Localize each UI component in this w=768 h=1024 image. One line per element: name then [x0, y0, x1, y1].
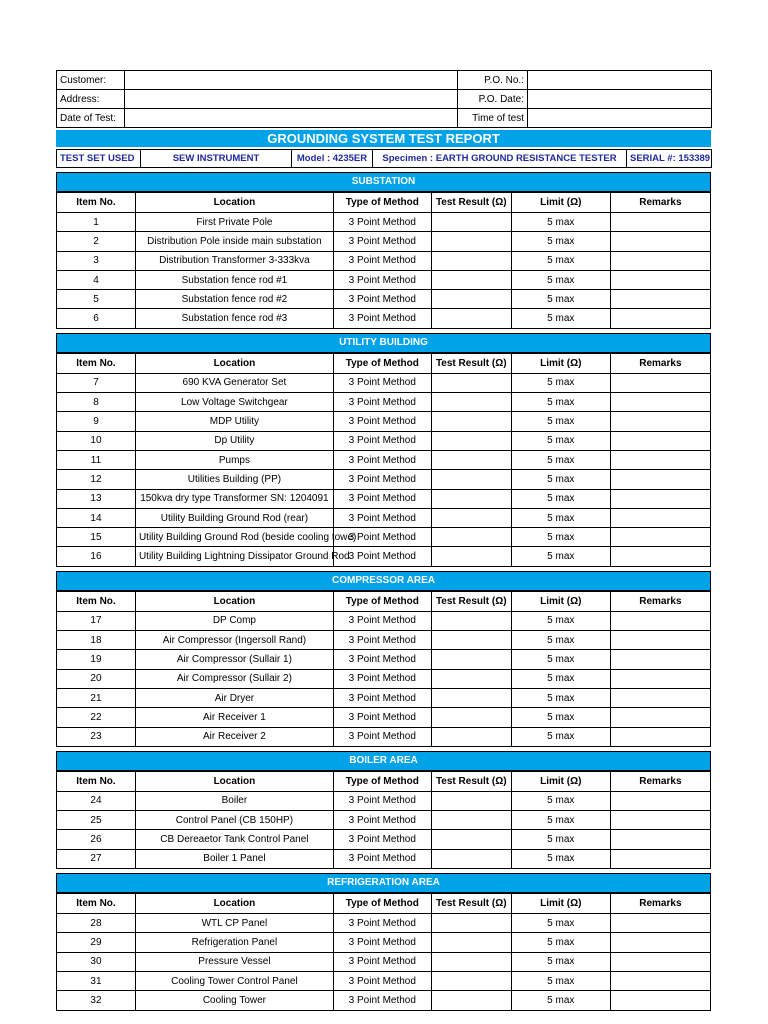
- remarks-cell[interactable]: [610, 991, 710, 1010]
- item-no-cell: 4: [57, 270, 136, 289]
- item-no-cell: 19: [57, 650, 136, 669]
- table-row: [57, 708, 711, 727]
- col-result-header: Test Result (Ω): [431, 591, 511, 611]
- table-row: [57, 251, 711, 270]
- table-row: [57, 727, 711, 746]
- limit-cell: 5 max: [511, 290, 610, 309]
- item-no-cell: 27: [57, 849, 136, 868]
- table-row: [57, 650, 711, 669]
- item-no-cell: 11: [57, 450, 136, 469]
- method-cell: 3 Point Method: [333, 914, 431, 933]
- table-row: [57, 688, 711, 707]
- remarks-cell[interactable]: [610, 914, 710, 933]
- result-cell[interactable]: [431, 450, 511, 469]
- result-cell[interactable]: [431, 547, 511, 566]
- item-no-cell: 31: [57, 971, 136, 990]
- location-cell: Boiler 1 Panel: [135, 849, 333, 868]
- result-cell[interactable]: [431, 309, 511, 328]
- item-no-cell: 30: [57, 952, 136, 971]
- remarks-cell[interactable]: [610, 971, 710, 990]
- report-title: GROUNDING SYSTEM TEST REPORT: [56, 130, 711, 147]
- remarks-cell[interactable]: [610, 830, 710, 849]
- item-no-cell: 26: [57, 830, 136, 849]
- method-cell: 3 Point Method: [333, 290, 431, 309]
- location-cell: Air Compressor (Sullair 1): [135, 650, 333, 669]
- table-row: [57, 933, 711, 952]
- item-no-cell: 10: [57, 431, 136, 450]
- method-cell: 3 Point Method: [333, 251, 431, 270]
- table-row: [57, 971, 711, 990]
- remarks-cell[interactable]: [610, 669, 710, 688]
- method-cell: 3 Point Method: [333, 528, 431, 547]
- col-item-no-header: Item No.: [57, 591, 136, 611]
- method-cell: 3 Point Method: [333, 830, 431, 849]
- method-cell: 3 Point Method: [333, 708, 431, 727]
- result-cell[interactable]: [431, 650, 511, 669]
- limit-cell: 5 max: [511, 270, 610, 289]
- column-header-row: [57, 894, 711, 914]
- section-utility-building: [56, 333, 711, 567]
- table-row: [57, 849, 711, 868]
- location-cell: Air Receiver 2: [135, 727, 333, 746]
- location-cell: Boiler: [135, 791, 333, 810]
- customer-field[interactable]: [125, 71, 458, 90]
- test-set-serial: SERIAL #: 153389: [627, 150, 712, 168]
- item-no-cell: 12: [57, 470, 136, 489]
- test-set-instrument: SEW INSTRUMENT: [141, 150, 292, 168]
- table-row: [57, 528, 711, 547]
- method-cell: 3 Point Method: [333, 373, 431, 392]
- col-location-header: Location: [135, 771, 333, 791]
- location-cell: Substation fence rod #3: [135, 309, 333, 328]
- location-cell: Air Receiver 1: [135, 708, 333, 727]
- section-table: [56, 591, 711, 747]
- test-set-table: [56, 149, 712, 168]
- remarks-cell[interactable]: [610, 290, 710, 309]
- result-cell[interactable]: [431, 669, 511, 688]
- remarks-cell[interactable]: [610, 811, 710, 830]
- header-info-table: [56, 70, 712, 128]
- method-cell: 3 Point Method: [333, 688, 431, 707]
- result-cell[interactable]: [431, 213, 511, 232]
- remarks-cell[interactable]: [610, 232, 710, 251]
- po-no-field[interactable]: [528, 71, 712, 90]
- item-no-cell: 16: [57, 547, 136, 566]
- limit-cell: 5 max: [511, 631, 610, 650]
- section-title: COMPRESSOR AREA: [56, 571, 711, 591]
- limit-cell: 5 max: [511, 232, 610, 251]
- remarks-cell[interactable]: [610, 470, 710, 489]
- limit-cell: 5 max: [511, 547, 610, 566]
- item-no-cell: 2: [57, 232, 136, 251]
- limit-cell: 5 max: [511, 373, 610, 392]
- col-item-no-header: Item No.: [57, 193, 136, 213]
- method-cell: 3 Point Method: [333, 232, 431, 251]
- limit-cell: 5 max: [511, 830, 610, 849]
- section-title: SUBSTATION: [56, 172, 711, 192]
- col-limit-header: Limit (Ω): [511, 894, 610, 914]
- location-cell: Low Voltage Switchgear: [135, 393, 333, 412]
- test-set-label: TEST SET USED: [57, 150, 141, 168]
- result-cell[interactable]: [431, 849, 511, 868]
- remarks-cell[interactable]: [610, 688, 710, 707]
- col-result-header: Test Result (Ω): [431, 353, 511, 373]
- section-table: [56, 192, 711, 329]
- table-row: [57, 373, 711, 392]
- section-title: UTILITY BUILDING: [56, 333, 711, 353]
- item-no-cell: 21: [57, 688, 136, 707]
- section-table: [56, 353, 711, 567]
- result-cell[interactable]: [431, 727, 511, 746]
- table-row: [57, 213, 711, 232]
- limit-cell: 5 max: [511, 811, 610, 830]
- table-row: [57, 232, 711, 251]
- result-cell[interactable]: [431, 393, 511, 412]
- remarks-cell[interactable]: [610, 373, 710, 392]
- limit-cell: 5 max: [511, 508, 610, 527]
- item-no-cell: 23: [57, 727, 136, 746]
- col-remarks-header: Remarks: [610, 894, 710, 914]
- result-cell[interactable]: [431, 933, 511, 952]
- limit-cell: 5 max: [511, 412, 610, 431]
- location-cell: Utility Building Ground Rod (beside cooling towe): [135, 528, 333, 547]
- col-limit-header: Limit (Ω): [511, 771, 610, 791]
- item-no-cell: 15: [57, 528, 136, 547]
- result-cell[interactable]: [431, 952, 511, 971]
- remarks-cell[interactable]: [610, 309, 710, 328]
- location-cell: 150kva dry type Transformer SN: 1204091: [135, 489, 333, 508]
- section-title: REFRIGERATION AREA: [56, 873, 711, 893]
- table-row: [57, 470, 711, 489]
- col-remarks-header: Remarks: [610, 193, 710, 213]
- method-cell: 3 Point Method: [333, 991, 431, 1010]
- result-cell[interactable]: [431, 412, 511, 431]
- item-no-cell: 8: [57, 393, 136, 412]
- col-limit-header: Limit (Ω): [511, 591, 610, 611]
- section-boiler-area: [56, 751, 711, 869]
- limit-cell: 5 max: [511, 650, 610, 669]
- item-no-cell: 13: [57, 489, 136, 508]
- result-cell[interactable]: [431, 431, 511, 450]
- limit-cell: 5 max: [511, 393, 610, 412]
- method-cell: 3 Point Method: [333, 470, 431, 489]
- remarks-cell[interactable]: [610, 933, 710, 952]
- method-cell: 3 Point Method: [333, 508, 431, 527]
- limit-cell: 5 max: [511, 991, 610, 1010]
- limit-cell: 5 max: [511, 251, 610, 270]
- item-no-cell: 1: [57, 213, 136, 232]
- remarks-cell[interactable]: [610, 528, 710, 547]
- location-cell: Pressure Vessel: [135, 952, 333, 971]
- result-cell[interactable]: [431, 991, 511, 1010]
- table-row: [57, 393, 711, 412]
- result-cell[interactable]: [431, 528, 511, 547]
- col-item-no-header: Item No.: [57, 894, 136, 914]
- remarks-cell[interactable]: [610, 270, 710, 289]
- result-cell[interactable]: [431, 971, 511, 990]
- remarks-cell[interactable]: [610, 611, 710, 630]
- location-cell: CB Dereaetor Tank Control Panel: [135, 830, 333, 849]
- result-cell[interactable]: [431, 270, 511, 289]
- location-cell: Control Panel (CB 150HP): [135, 811, 333, 830]
- limit-cell: 5 max: [511, 952, 610, 971]
- location-cell: Air Compressor (Ingersoll Rand): [135, 631, 333, 650]
- date-row: [57, 109, 712, 128]
- po-date-field[interactable]: [528, 90, 712, 109]
- time-field[interactable]: [528, 109, 712, 128]
- item-no-cell: 9: [57, 412, 136, 431]
- customer-label: Customer:: [57, 71, 125, 90]
- item-no-cell: 32: [57, 991, 136, 1010]
- remarks-cell[interactable]: [610, 213, 710, 232]
- table-row: [57, 508, 711, 527]
- item-no-cell: 24: [57, 791, 136, 810]
- location-cell: Dp Utility: [135, 431, 333, 450]
- table-row: [57, 631, 711, 650]
- limit-cell: 5 max: [511, 688, 610, 707]
- remarks-cell[interactable]: [610, 631, 710, 650]
- col-method-header: Type of Method: [333, 894, 431, 914]
- col-location-header: Location: [135, 193, 333, 213]
- col-method-header: Type of Method: [333, 193, 431, 213]
- method-cell: 3 Point Method: [333, 213, 431, 232]
- location-cell: Refrigeration Panel: [135, 933, 333, 952]
- location-cell: Pumps: [135, 450, 333, 469]
- location-cell: Utility Building Lightning Dissipator Ground Rod: [135, 547, 333, 566]
- location-cell: Substation fence rod #1: [135, 270, 333, 289]
- method-cell: 3 Point Method: [333, 650, 431, 669]
- limit-cell: 5 max: [511, 450, 610, 469]
- item-no-cell: 20: [57, 669, 136, 688]
- location-cell: Air Dryer: [135, 688, 333, 707]
- table-row: [57, 669, 711, 688]
- col-remarks-header: Remarks: [610, 353, 710, 373]
- result-cell[interactable]: [431, 830, 511, 849]
- location-cell: Cooling Tower Control Panel: [135, 971, 333, 990]
- method-cell: 3 Point Method: [333, 727, 431, 746]
- customer-row: [57, 71, 712, 90]
- item-no-cell: 25: [57, 811, 136, 830]
- limit-cell: 5 max: [511, 849, 610, 868]
- remarks-cell[interactable]: [610, 412, 710, 431]
- col-location-header: Location: [135, 591, 333, 611]
- remarks-cell[interactable]: [610, 489, 710, 508]
- method-cell: 3 Point Method: [333, 309, 431, 328]
- item-no-cell: 6: [57, 309, 136, 328]
- col-limit-header: Limit (Ω): [511, 193, 610, 213]
- report: [56, 70, 711, 1011]
- date-label: Date of Test:: [57, 109, 125, 128]
- table-row: [57, 547, 711, 566]
- limit-cell: 5 max: [511, 611, 610, 630]
- test-set-model: Model : 4235ER: [292, 150, 373, 168]
- col-method-header: Type of Method: [333, 591, 431, 611]
- limit-cell: 5 max: [511, 791, 610, 810]
- limit-cell: 5 max: [511, 708, 610, 727]
- method-cell: 3 Point Method: [333, 631, 431, 650]
- address-field[interactable]: [125, 90, 458, 109]
- method-cell: 3 Point Method: [333, 791, 431, 810]
- item-no-cell: 28: [57, 914, 136, 933]
- section-compressor-area: [56, 571, 711, 747]
- method-cell: 3 Point Method: [333, 669, 431, 688]
- remarks-cell[interactable]: [610, 791, 710, 810]
- method-cell: 3 Point Method: [333, 431, 431, 450]
- table-row: [57, 791, 711, 810]
- table-row: [57, 450, 711, 469]
- item-no-cell: 17: [57, 611, 136, 630]
- location-cell: Cooling Tower: [135, 991, 333, 1010]
- location-cell: Air Compressor (Sullair 2): [135, 669, 333, 688]
- col-remarks-header: Remarks: [610, 771, 710, 791]
- location-cell: Distribution Transformer 3-333kva: [135, 251, 333, 270]
- col-method-header: Type of Method: [333, 771, 431, 791]
- method-cell: 3 Point Method: [333, 412, 431, 431]
- col-location-header: Location: [135, 894, 333, 914]
- column-header-row: [57, 771, 711, 791]
- location-cell: Utilities Building (PP): [135, 470, 333, 489]
- method-cell: 3 Point Method: [333, 393, 431, 412]
- location-cell: 690 KVA Generator Set: [135, 373, 333, 392]
- result-cell[interactable]: [431, 811, 511, 830]
- limit-cell: 5 max: [511, 914, 610, 933]
- method-cell: 3 Point Method: [333, 489, 431, 508]
- result-cell[interactable]: [431, 489, 511, 508]
- item-no-cell: 7: [57, 373, 136, 392]
- col-result-header: Test Result (Ω): [431, 894, 511, 914]
- limit-cell: 5 max: [511, 489, 610, 508]
- table-row: [57, 991, 711, 1010]
- section-substation: [56, 172, 711, 329]
- table-row: [57, 412, 711, 431]
- address-label: Address:: [57, 90, 125, 109]
- col-location-header: Location: [135, 353, 333, 373]
- method-cell: 3 Point Method: [333, 933, 431, 952]
- item-no-cell: 5: [57, 290, 136, 309]
- remarks-cell[interactable]: [610, 450, 710, 469]
- item-no-cell: 29: [57, 933, 136, 952]
- remarks-cell[interactable]: [610, 727, 710, 746]
- section-refrigeration-area: [56, 873, 711, 1010]
- time-label: Time of test: [458, 109, 528, 128]
- limit-cell: 5 max: [511, 727, 610, 746]
- result-cell[interactable]: [431, 914, 511, 933]
- result-cell[interactable]: [431, 611, 511, 630]
- col-remarks-header: Remarks: [610, 591, 710, 611]
- column-header-row: [57, 353, 711, 373]
- remarks-cell[interactable]: [610, 547, 710, 566]
- result-cell[interactable]: [431, 232, 511, 251]
- method-cell: 3 Point Method: [333, 849, 431, 868]
- table-row: [57, 830, 711, 849]
- result-cell[interactable]: [431, 373, 511, 392]
- date-field[interactable]: [125, 109, 458, 128]
- result-cell[interactable]: [431, 251, 511, 270]
- table-row: [57, 952, 711, 971]
- column-header-row: [57, 591, 711, 611]
- table-row: [57, 914, 711, 933]
- result-cell[interactable]: [431, 470, 511, 489]
- limit-cell: 5 max: [511, 470, 610, 489]
- location-cell: MDP Utility: [135, 412, 333, 431]
- remarks-cell[interactable]: [610, 708, 710, 727]
- test-set-specimen: Specimen : EARTH GROUND RESISTANCE TESTER: [373, 150, 627, 168]
- result-cell[interactable]: [431, 290, 511, 309]
- address-row: [57, 90, 712, 109]
- limit-cell: 5 max: [511, 933, 610, 952]
- result-cell[interactable]: [431, 508, 511, 527]
- location-cell: Substation fence rod #2: [135, 290, 333, 309]
- item-no-cell: 14: [57, 508, 136, 527]
- limit-cell: 5 max: [511, 213, 610, 232]
- section-table: [56, 771, 711, 869]
- location-cell: Utility Building Ground Rod (rear): [135, 508, 333, 527]
- sections-container: [56, 172, 711, 1011]
- method-cell: 3 Point Method: [333, 971, 431, 990]
- limit-cell: 5 max: [511, 971, 610, 990]
- method-cell: 3 Point Method: [333, 270, 431, 289]
- method-cell: 3 Point Method: [333, 811, 431, 830]
- col-result-header: Test Result (Ω): [431, 771, 511, 791]
- item-no-cell: 22: [57, 708, 136, 727]
- col-item-no-header: Item No.: [57, 353, 136, 373]
- remarks-cell[interactable]: [610, 251, 710, 270]
- result-cell[interactable]: [431, 688, 511, 707]
- remarks-cell[interactable]: [610, 431, 710, 450]
- section-table: [56, 893, 711, 1010]
- method-cell: 3 Point Method: [333, 547, 431, 566]
- location-cell: Distribution Pole inside main substation: [135, 232, 333, 251]
- po-date-label: P.O. Date:: [458, 90, 528, 109]
- table-row: [57, 811, 711, 830]
- table-row: [57, 611, 711, 630]
- remarks-cell[interactable]: [610, 508, 710, 527]
- result-cell[interactable]: [431, 708, 511, 727]
- table-row: [57, 309, 711, 328]
- method-cell: 3 Point Method: [333, 952, 431, 971]
- table-row: [57, 489, 711, 508]
- method-cell: 3 Point Method: [333, 611, 431, 630]
- result-cell[interactable]: [431, 791, 511, 810]
- remarks-cell[interactable]: [610, 393, 710, 412]
- table-row: [57, 431, 711, 450]
- col-method-header: Type of Method: [333, 353, 431, 373]
- location-cell: DP Comp: [135, 611, 333, 630]
- limit-cell: 5 max: [511, 528, 610, 547]
- col-item-no-header: Item No.: [57, 771, 136, 791]
- result-cell[interactable]: [431, 631, 511, 650]
- location-cell: First Private Pole: [135, 213, 333, 232]
- section-title: BOILER AREA: [56, 751, 711, 771]
- item-no-cell: 18: [57, 631, 136, 650]
- col-limit-header: Limit (Ω): [511, 353, 610, 373]
- limit-cell: 5 max: [511, 669, 610, 688]
- po-no-label: P.O. No.:: [458, 71, 528, 90]
- remarks-cell[interactable]: [610, 952, 710, 971]
- remarks-cell[interactable]: [610, 650, 710, 669]
- location-cell: WTL CP Panel: [135, 914, 333, 933]
- table-row: [57, 270, 711, 289]
- item-no-cell: 3: [57, 251, 136, 270]
- column-header-row: [57, 193, 711, 213]
- method-cell: 3 Point Method: [333, 450, 431, 469]
- table-row: [57, 290, 711, 309]
- remarks-cell[interactable]: [610, 849, 710, 868]
- col-result-header: Test Result (Ω): [431, 193, 511, 213]
- limit-cell: 5 max: [511, 431, 610, 450]
- limit-cell: 5 max: [511, 309, 610, 328]
